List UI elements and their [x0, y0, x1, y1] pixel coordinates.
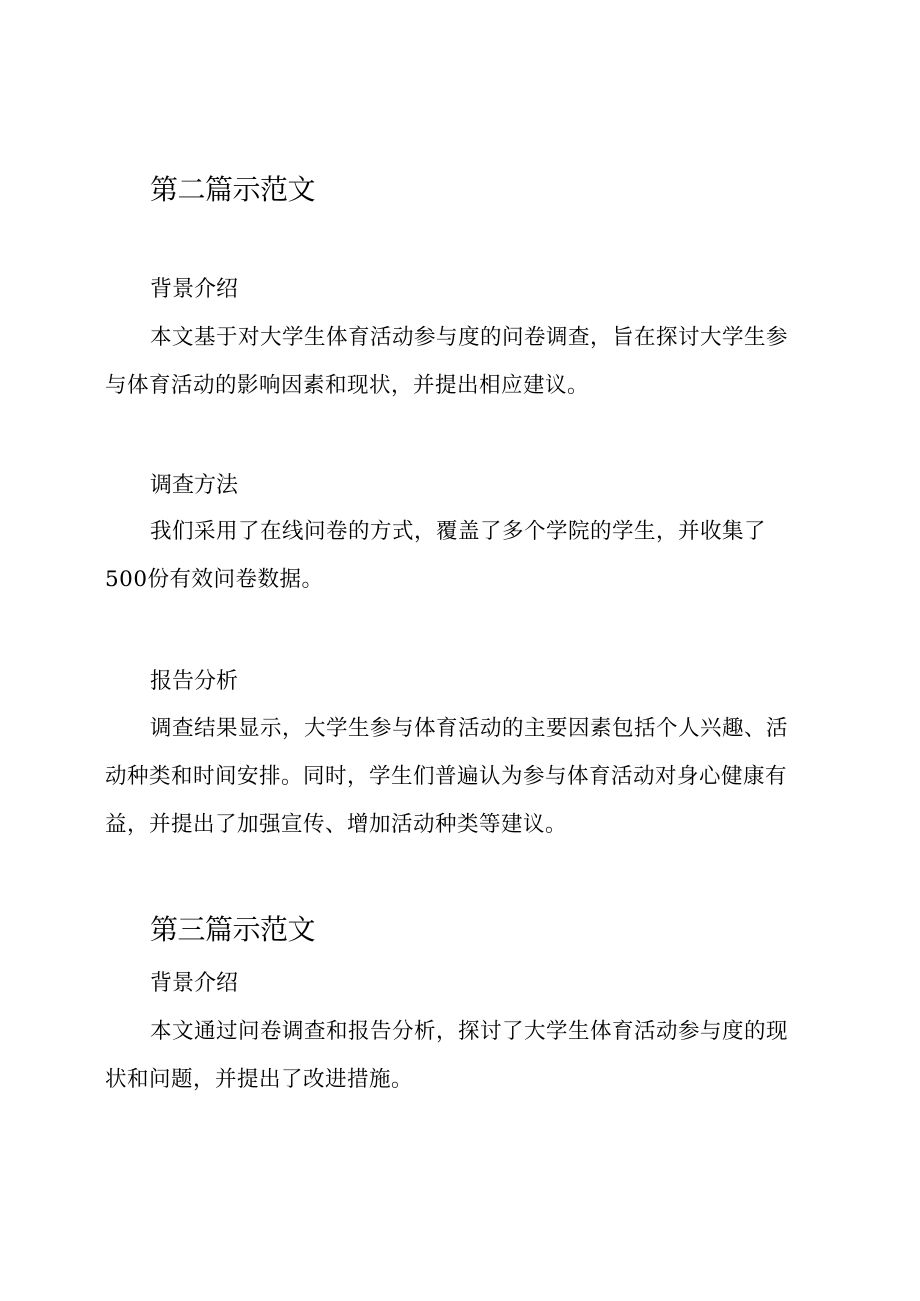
heading-method: 调查方法	[150, 473, 239, 498]
heading-analysis: 报告分析	[150, 669, 239, 694]
paragraph-background-3: 本文通过问卷调查和报告分析，探讨了大学生体育活动参与度的现状和问题，并提出了改进措施。	[105, 1019, 789, 1092]
paragraph-background: 本文基于对大学生体育活动参与度的问卷调查，旨在探讨大学生参与体育活动的影响因素和现状，并提出相应建议。	[105, 325, 789, 398]
section-title-3: 第三篇示范文	[150, 913, 316, 946]
section-title-2: 第二篇示范文	[150, 173, 316, 206]
heading-background: 背景介绍	[150, 277, 239, 302]
heading-background-3: 背景介绍	[150, 971, 239, 996]
paragraph-analysis: 调查结果显示，大学生参与体育活动的主要因素包括个人兴趣、活动种类和时间安排。同时，学生们普遍认为参与体育活动对身心健康有益，并提出了加强宣传、增加活动种类等建议。	[105, 716, 789, 837]
paragraph-method: 我们采用了在线问卷的方式，覆盖了多个学院的学生，并收集了500份有效问卷数据。	[105, 519, 767, 592]
